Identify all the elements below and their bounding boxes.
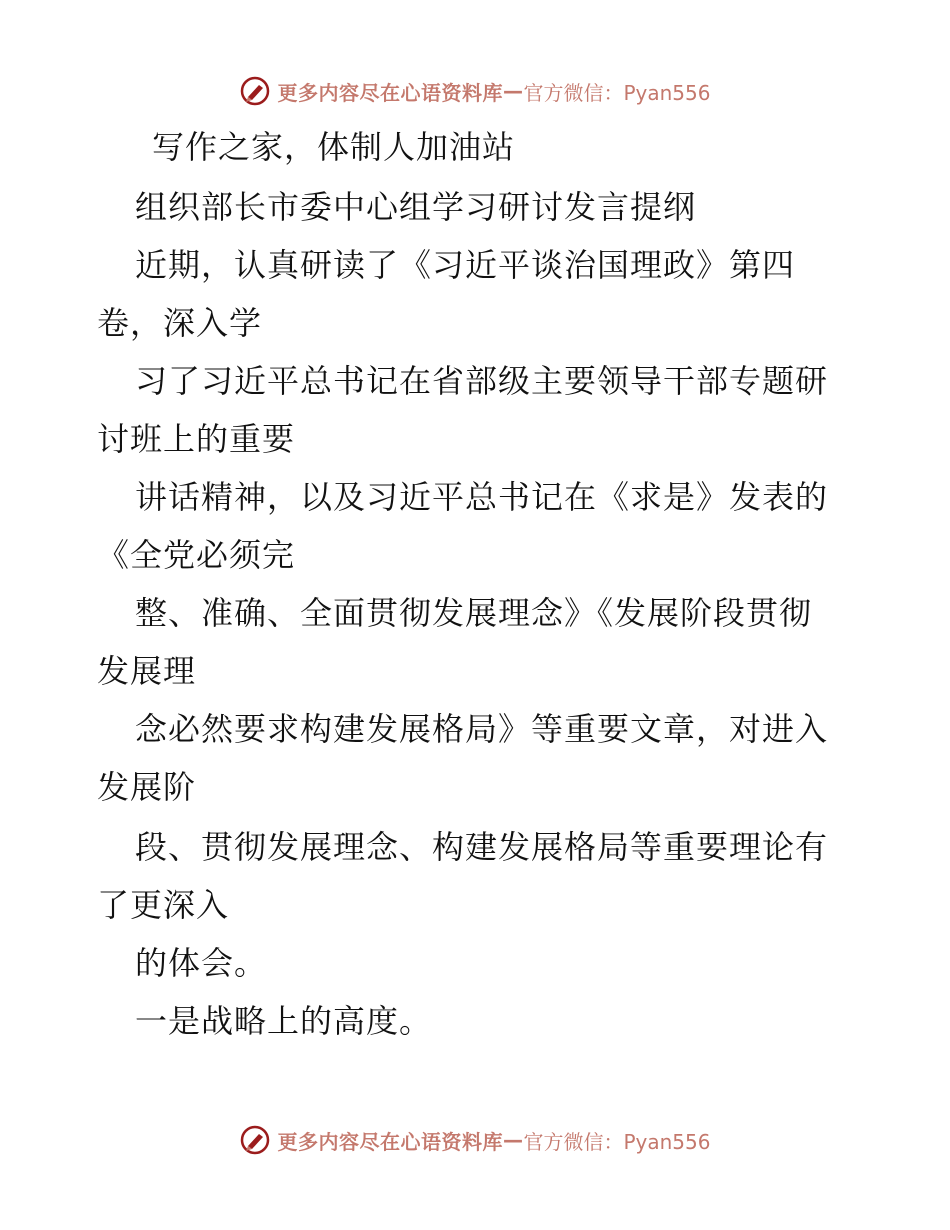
doc-line: 念必然要求构建发展格局》等重要文章，对进入 <box>135 710 829 748</box>
doc-line: 整、准确、全面贯彻发展理念》《发展阶段贯彻 <box>135 594 813 632</box>
footer-dash: — <box>502 1128 524 1152</box>
doc-line: 发展阶 <box>97 768 197 806</box>
footer-brand-text: 更多内容尽在心语资料库 <box>277 1129 503 1154</box>
doc-line: 习了习近平总书记在省部级主要领导干部专题研 <box>135 362 829 400</box>
doc-line: 近期，认真研读了《习近平谈治国理政》第四 <box>135 246 796 284</box>
doc-line: 的体会。 <box>135 944 268 982</box>
footer-wechat-text: 官方微信：Pyan556 <box>523 1129 711 1154</box>
header-wechat-text: 官方微信：Pyan556 <box>523 80 711 105</box>
doc-line: 讲话精神，以及习近平总书记在《求是》发表的 <box>135 478 829 516</box>
doc-line-title: 组织部长市委中心组学习研讨发言提纲 <box>135 188 697 226</box>
doc-line: 卷，深入学 <box>97 304 263 342</box>
doc-line: 了更深入 <box>97 886 230 924</box>
doc-line: 发展理 <box>97 652 197 690</box>
doc-line: 段、贯彻发展理念、构建发展格局等重要理论有 <box>135 828 829 866</box>
doc-line: 《全党必须完 <box>97 536 296 574</box>
doc-line: 讨班上的重要 <box>97 420 296 458</box>
doc-line-site-slogan: 写作之家，体制人加油站 <box>152 128 516 166</box>
header-watermark <box>0 71 950 111</box>
doc-line-section-heading: 一是战略上的高度。 <box>135 1002 433 1040</box>
footer-watermark <box>0 1120 950 1160</box>
pen-logo-icon <box>239 75 271 107</box>
header-dash: — <box>502 79 524 103</box>
pen-logo-icon <box>239 1124 271 1156</box>
header-brand-text: 更多内容尽在心语资料库 <box>277 80 503 105</box>
